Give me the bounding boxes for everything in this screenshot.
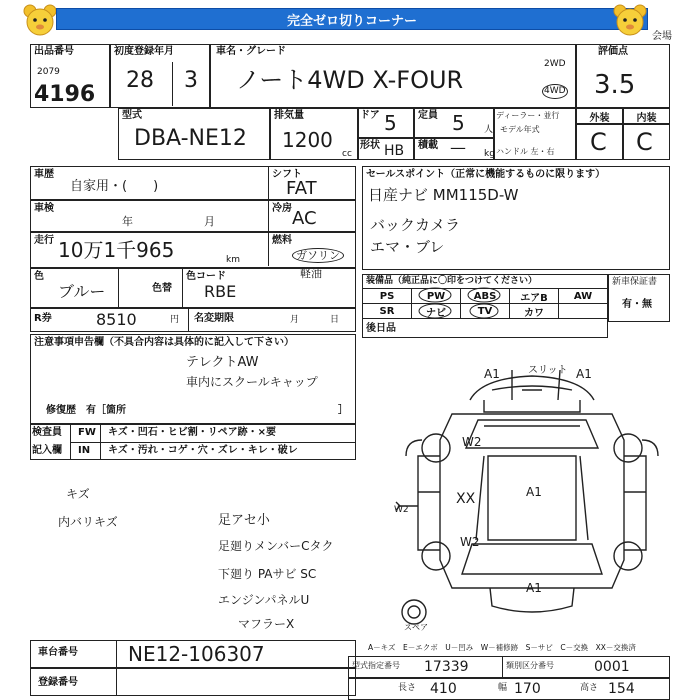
color-code-label: 色コード	[186, 271, 226, 282]
remark-4: エンジンパネルU	[218, 593, 310, 607]
displacement-label: 排気量	[274, 110, 304, 121]
inspector-col-label: 検査員	[32, 427, 62, 438]
free-note-2: 内バリキズ	[58, 515, 118, 529]
doors-label: ドア	[360, 110, 380, 121]
capacity-label: 定員	[418, 110, 438, 121]
repair-history-label: 修復歴 有［箇所	[46, 405, 126, 416]
post-items-label: 後日品	[366, 323, 396, 334]
mileage-value: 10万1千965	[58, 238, 175, 262]
equip-tv: TV	[460, 303, 510, 319]
fw-label: FW	[78, 427, 96, 438]
fuel-diesel: 軽油	[300, 267, 322, 280]
mileage-label: 走行	[34, 235, 54, 246]
width-value: 170	[514, 681, 541, 697]
equip-ps: PS	[362, 288, 412, 304]
load-unit: kg	[484, 149, 495, 159]
category-no-value: 0001	[594, 659, 630, 675]
equipment-label: 装備品（純正品に〇印をつけてください）	[366, 276, 538, 286]
lot-number: 4196	[34, 82, 96, 107]
length-label: 長さ	[398, 683, 417, 693]
equip-navi: ナビ	[411, 303, 461, 319]
model-year-label: モデル年式	[500, 125, 540, 134]
color-swap-label: 色替	[152, 283, 172, 294]
length-value: 410	[430, 681, 457, 697]
reg-no-label: 登録番号	[38, 677, 78, 688]
equip-airbag: エアB	[509, 288, 559, 304]
shift-value: FAT	[286, 178, 317, 199]
sales-points-label: セールスポイント（正常に機能するものに限ります）	[366, 169, 606, 180]
notes-line-1: テレクトAW	[186, 355, 259, 370]
equip-sr: SR	[362, 303, 412, 319]
rating-label: 評価点	[598, 46, 628, 57]
inspection-label: 車検	[34, 203, 54, 214]
color-code-value: RBE	[204, 282, 237, 301]
drive-4wd-label: 4WD	[542, 84, 568, 99]
mark-a1-left: A1	[484, 367, 500, 381]
exterior-grade: C	[590, 128, 607, 156]
model-value: DBA-NE12	[134, 126, 247, 151]
name-change-month: 月	[290, 315, 300, 325]
model-designation-value: 17339	[424, 659, 469, 675]
mark-xx: XX	[456, 491, 476, 507]
mark-a1-right: A1	[576, 367, 592, 381]
model-designation-label: 型式指定番号	[352, 661, 400, 670]
fuel-gas: ガソリン	[292, 248, 344, 263]
capacity-value: 5	[452, 111, 465, 135]
drive-2wd-label: 2WD	[544, 59, 566, 69]
new-warranty-options: 有・無	[622, 299, 652, 310]
notes-line-2: 車内にスクールキャップ	[186, 375, 318, 389]
remark-3: 下廻り PAサビ SC	[218, 567, 317, 581]
lot-label: 出品番号	[34, 46, 74, 57]
recycle-row	[30, 308, 356, 332]
load-label: 積載	[418, 140, 438, 151]
mascot-bear-icon-left	[22, 3, 58, 39]
recycle-label: R券	[34, 313, 52, 324]
name-change-label: 名変期限	[194, 313, 234, 324]
mark-w2-left: W2	[394, 505, 409, 515]
usage-value: 自家用・( )	[70, 179, 159, 194]
mileage-unit: km	[226, 255, 240, 265]
mark-slit: スリット	[528, 365, 568, 376]
sales-point-1: 日産ナビ MM115D-W	[368, 186, 519, 204]
record-col-label: 記入欄	[32, 445, 62, 456]
shift-label: シフト	[272, 169, 302, 180]
mark-a1-mid: A1	[526, 485, 542, 499]
free-note-1: キズ	[66, 487, 90, 501]
interior-label: 内装	[623, 108, 670, 124]
notes-label: 注意事項申告欄（不具合内容は具体的に記入して下さい）	[34, 337, 294, 348]
exterior-label: 外装	[576, 108, 623, 124]
chassis-label: 車台番号	[38, 647, 78, 658]
mark-spare: スペア	[404, 623, 428, 632]
doors-value: 5	[384, 111, 397, 135]
load-value: —	[450, 138, 466, 157]
reg-no-row	[30, 668, 356, 696]
dealer-label: ディーラー・並行	[496, 111, 560, 120]
handle-label: ハンドル 左・右	[496, 147, 555, 156]
height-value: 154	[608, 681, 635, 697]
shape-label: 形状	[360, 140, 380, 151]
car-name-value: ノート4WD X-FOUR	[236, 66, 464, 94]
in-items: キズ・汚れ・コゲ・穴・ズレ・キレ・破レ	[108, 445, 298, 456]
equipment-circles	[362, 286, 608, 322]
cooling-value: AC	[292, 208, 317, 229]
sales-point-2: バックカメラ	[370, 216, 461, 234]
shape-value: HB	[384, 143, 405, 159]
equip-pw: PW	[411, 288, 461, 304]
remark-5: マフラーX	[238, 617, 295, 631]
mark-w2-top: W2	[462, 435, 482, 449]
fw-items: キズ・凹石・ヒビ割・リペア跡・×要	[108, 427, 276, 438]
remark-2: 足廻りメンバーCタク	[218, 539, 334, 553]
rating-value: 3.5	[594, 70, 636, 100]
mark-a1-bottom: A1	[526, 581, 542, 595]
recycle-value: 8510	[96, 310, 137, 329]
width-label: 幅	[498, 683, 508, 693]
venue-corner-text: 会場	[652, 31, 672, 42]
car-name-label: 車名・グレード	[216, 46, 286, 57]
sales-point-3: エマ・ブレ	[370, 238, 445, 256]
displacement-value: 1200	[282, 128, 333, 152]
reg-month: 3	[184, 68, 198, 93]
fuel-label: 燃料	[272, 235, 292, 246]
color-label: 色	[34, 271, 44, 282]
color-value: ブルー	[58, 282, 106, 301]
equip-leather: カワ	[509, 303, 559, 319]
inspection-month-label: 月	[204, 215, 215, 228]
banner-title: 完全ゼロ切りコーナー	[56, 8, 648, 30]
reg-year: 28	[126, 68, 154, 93]
category-no-label: 類別区分番号	[506, 661, 554, 670]
mark-w2-bottom: W2	[460, 535, 480, 549]
damage-legend: A－キズ E－エクボ U－凹み W－補修跡 S－サビ C－交換 XX－交換済	[368, 643, 636, 652]
remark-1: 足アセ小	[218, 513, 270, 528]
in-label: IN	[78, 445, 91, 456]
recycle-yen: 円	[170, 315, 180, 325]
displacement-unit: cc	[342, 149, 352, 159]
equip-aw: AW	[558, 288, 608, 304]
cooling-label: 冷房	[272, 203, 292, 214]
chassis-value: NE12-106307	[128, 642, 265, 666]
lot-small-value: 2079	[37, 67, 60, 77]
model-label: 型式	[122, 110, 142, 121]
name-change-day: 日	[330, 315, 340, 325]
first-reg-label: 初度登録年月	[114, 46, 174, 57]
equip-abs: ABS	[460, 288, 510, 304]
mascot-bear-icon-right	[612, 3, 648, 39]
height-label: 高さ	[580, 683, 599, 693]
inspection-year-label: 年	[122, 215, 133, 228]
usage-label: 車歴	[34, 169, 54, 180]
interior-grade: C	[636, 128, 653, 156]
capacity-unit: 人	[484, 125, 494, 135]
new-warranty-label: 新車保証書	[612, 277, 658, 287]
